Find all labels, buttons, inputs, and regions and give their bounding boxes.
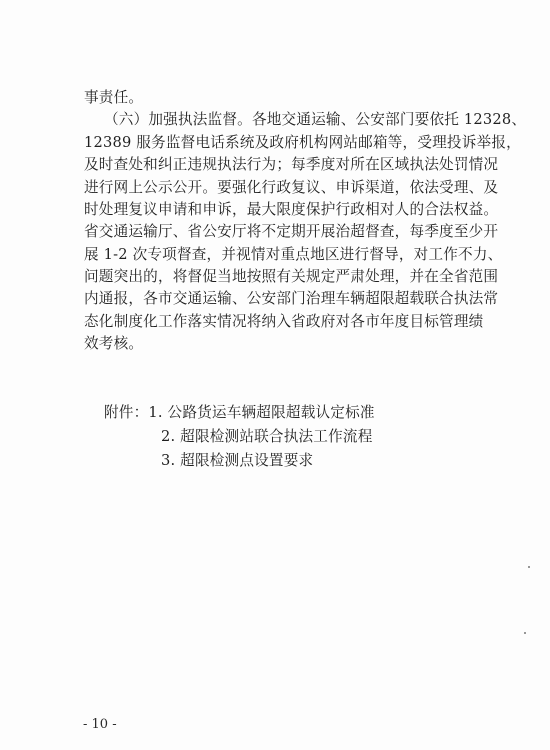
- attachment-item-3: 3. 超限检测点设置要求: [161, 452, 314, 469]
- body-line: 省交通运输厅、省公安厅将不定期开展治超督查，每季度至少开: [84, 223, 499, 240]
- scan-speck: [528, 566, 530, 568]
- body-line: 展 1-2 次专项督查，并视情对重点地区进行督导，对工作不力、: [84, 246, 503, 263]
- body-line: 事责任。: [84, 89, 144, 106]
- body-line: 态化制度化工作落实情况将纳入省政府对各市年度目标管理绩: [84, 313, 484, 330]
- body-line: 时处理复议申请和申诉，最大限度保护行政相对人的合法权益。: [84, 201, 499, 218]
- section-heading-line: （六）加强执法监督。各地交通运输、公安部门要依托 12328、: [104, 111, 527, 128]
- body-line: 及时查处和纠正违规执法行为；每季度对所在区域执法处罚情况: [84, 156, 499, 173]
- body-line: 内通报，各市交通运输、公安部门治理车辆超限超载联合执法常: [84, 290, 499, 307]
- body-line: 效考核。: [84, 335, 144, 352]
- body-line: 问题突出的，将督促当地按照有关规定严肃处理，并在全省范围: [84, 268, 499, 285]
- scan-speck: [524, 632, 526, 634]
- page-number: - 10 -: [83, 717, 117, 732]
- attachment-item-1: 附件：1. 公路货运车辆超限超载认定标准: [104, 404, 375, 421]
- body-line: 进行网上公示公开。要强化行政复议、申诉渠道，依法受理、及: [84, 179, 499, 196]
- attachment-item-2: 2. 超限检测站联合执法工作流程: [161, 428, 373, 445]
- body-line: 12389 服务监督电话系统及政府机构网站邮箱等，受理投诉举报，: [84, 134, 521, 151]
